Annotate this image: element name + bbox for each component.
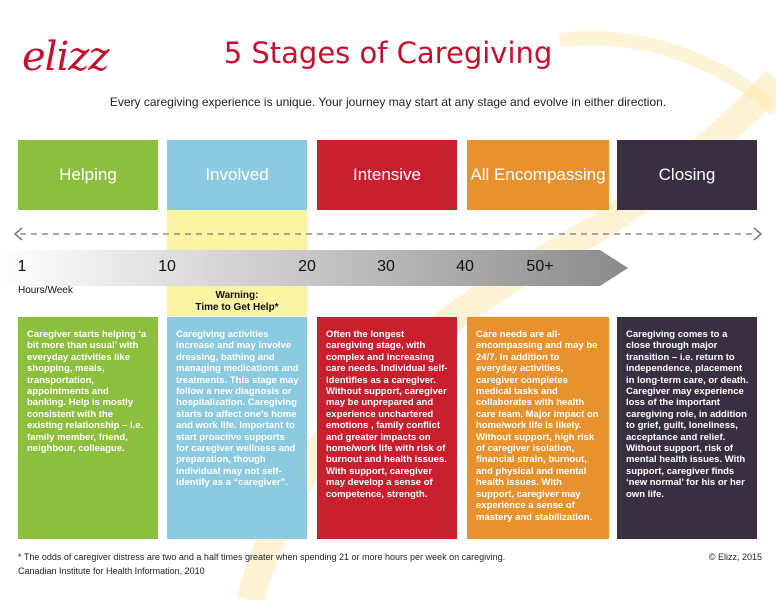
stage-description-all-encompassing: Care needs are all-encompassing and may be 24/7. In addition to everyday activities, caregiver completes medical tasks and collaborates with health care team. Major impact on home/work life is likely. Without support, high risk of caregiver isolation, financial strain, burnout, and physical and mental health issues. With support, caregiver may experience a sense of mastery and stabilization. [467,317,609,539]
page-title: 5 Stages of Caregiving [223,36,553,70]
stage-header-involved: Involved [167,140,307,210]
warning-callout [167,290,307,314]
stage-description-closing: Caregiving comes to a close through major transition – i.e. return to independence, placement in long-term care, or death. Caregiver may experience loss of the important caregiving role, in addition to grief, guilt, loneliness, acceptance and relief. Without support, risk of mental health issues. With support, caregiver finds ‘new normal’ for his or her own life. [617,317,757,539]
stage-header-closing: Closing [617,140,757,210]
stage-header-intensive: Intensive [317,140,457,210]
stage-description-intensive: Often the longest caregiving stage, with complex and increasing care needs. Individual self-identifies as a caregiver. Without support, caregiver may be unprepared and experience unchartered emotions , family conflict and greater impacts on home/work life with risk of burnout and health issues. With support, caregiver may develop a sense of competence, strength. [317,317,457,539]
scale-tick-30: 30 [377,258,395,275]
scale-tick-20: 20 [298,258,316,275]
hours-per-week-label: Hours/Week [18,285,73,296]
scale-tick-10: 10 [158,258,176,275]
warning-text: Time to Get Help* [195,302,279,313]
source-citation: Canadian Institute for Health Information, 2010 [18,566,205,576]
copyright: © Elizz, 2015 [708,552,762,562]
bidirectional-dashed-arrow [12,224,764,244]
stage-description-involved: Caregiving activities increase and may involve dressing, bathing and managing medications and treatments. This stage may follow a new diagnosis or hospitalization. Caregiving starts to affect one’s home and work life. Important to start proactive supports for caregiver wellness and preparation, though individual may not self-identify as a “caregiver”. [167,317,307,539]
scale-tick-1: 1 [17,258,27,275]
hours-scale-arrow [0,246,660,290]
stage-header-all-encompassing: All Encompassing [467,140,609,210]
scale-tick-40: 40 [456,258,474,275]
warning-title: Warning: [215,290,259,301]
elizz-logo: elizz [22,34,109,80]
stage-description-helping: Caregiver starts helping ‘a bit more than usual’ with everyday activities like shopping, meals, transportation, appointments and banking. Help is mostly consistent with the existing relationship – i.e. family member, friend, neighbour, colleague. [18,317,158,539]
page-subtitle: Every caregiving experience is unique. Your journey may start at any stage and evolve in either direction. [109,95,667,109]
footnote: * The odds of caregiver distress are two and a half times greater when spending 21 or more hours per week on caregiving. [18,552,506,562]
stage-header-helping: Helping [18,140,158,210]
scale-tick-50-plus: 50+ [526,258,554,275]
